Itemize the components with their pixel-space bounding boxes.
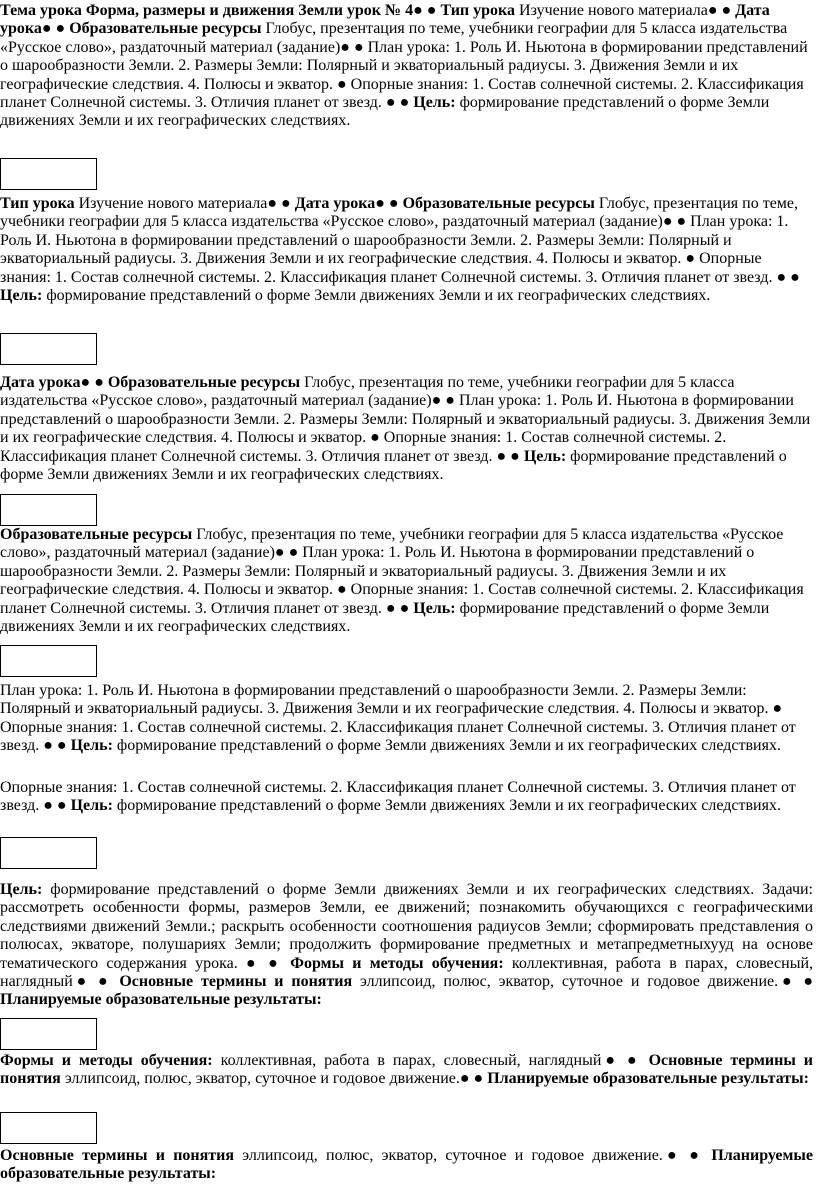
text-run: План урока: 1. Роль И. Ньютона в формировании представлений о шарообразности Земли. 2. Размеры Земли: Полярный и экваториальный радиусы. 3. Движения Земли и их географические следствия. 4. Полюсы и экватор. ● Опорные знания: 1. Состав солнечной системы. 2. Классификация планет Солнечной системы. 3. Отличия планет от звезд. ● ● (0, 682, 796, 755)
text-run: формирование представлений о форме Земли движениях Земли и их географических следствиях. (0, 599, 770, 636)
frame-box-4 (0, 645, 97, 677)
frame-box-3 (0, 494, 97, 526)
text-run: формирование представлений о форме Земли движениях Земли и их географических следствиях. (112, 737, 781, 755)
paragraph-8 (0, 1052, 813, 1089)
frame-box-7 (0, 1112, 97, 1144)
paragraph-7 (0, 881, 813, 1010)
text-run: коллективная, работа в парах, словесный, наглядный● ● (212, 1052, 649, 1069)
bold-run: Образовательные ресурсы (69, 20, 262, 38)
text-run: формирование представлений о форме Земли движениях Земли и их географических следствиях. Задачи: рассмотреть особенности формы, размеров Земли, ее движений; познакомить обучающихся с географическими следствиями движений Земли.; раскрыть особенности соотношения радиусов Земли; сформировать представления о полюсах, экваторе, полушариях Земли; продолжить формирование предметных и метапредметныхууд на основе тематического содержания урока. ● ● (0, 881, 813, 972)
text-run: коллективная, работа в парах, словесный, наглядный● ● (0, 954, 814, 991)
paragraph-5 (0, 682, 813, 756)
text-run: ● ● (413, 2, 441, 19)
text-run: эллипсоид, полюс, экватор, суточное и годовое движение.● ● (234, 1147, 712, 1164)
text-run: эллипсоид, полюс, экватор, суточное и годовое движение.● ● (352, 973, 813, 991)
bold-run: Планируемые образовательные результаты: (487, 1070, 809, 1088)
bold-run: Основные термины и понятия (0, 1147, 235, 1164)
text-run: Изучение нового материала● ● (74, 195, 295, 212)
bold-run: Образовательные ресурсы (402, 195, 595, 212)
bold-run: Цель: (413, 599, 456, 617)
bold-run: Формы и методы обучения: (290, 954, 504, 972)
bold-run: Цель: (0, 287, 43, 305)
text-run: Глобус, презентация по теме, учебники географии для 5 класса издательства «Русское слово», раздаточный материал (задание)● ● План урока: 1. Роль И. Ньютона в формировании представлений о шарообразности Земли. 2. Размеры Земли: Полярный и экваториальный радиусы. 3. Движения Земли и их географические следствия. 4. Полюсы и экватор. ● Опорные знания: 1. Состав солнечной системы. 2. Классификация планет Солнечной системы. 3. Отличия планет от звезд. ● ● (0, 20, 808, 112)
paragraph-6 (0, 779, 813, 816)
bold-run: Образовательные ресурсы (0, 526, 193, 543)
paragraph-4 (0, 526, 813, 636)
frame-box-2 (0, 333, 97, 365)
text-run: формирование представлений о форме Земли движениях Земли и их географических следствиях. (0, 94, 770, 130)
bold-run: Цель: (523, 447, 567, 465)
bold-run: Дата урока (294, 195, 376, 212)
text-run: формирование представлений о форме Земли движениях Земли и их географических следствиях. (0, 447, 787, 484)
bold-run: Цель: (413, 94, 456, 112)
text-run: ● ● (41, 20, 70, 38)
bold-run: Цель: (0, 881, 43, 898)
bold-run: Цель: (70, 797, 113, 815)
text-run: эллипсоид, полюс, экватор, суточное и годовое движение.● ● (60, 1070, 488, 1088)
text-run: Глобус, презентация по теме, учебники географии для 5 класса издательства «Русское слово», раздаточный материал (задание)● ● План урока: 1. Роль И. Ньютона в формировании представлений о шарообразности Земли. 2. Размеры Земли: Полярный и экваториальный радиусы. 3. Движения Земли и их географические следствия. 4. Полюсы и экватор. ● Опорные знания: 1. Состав солнечной системы. 2. Классификация планет Солнечной системы. 3. Отличия планет от звезд. ● ● (0, 526, 804, 617)
text-run: Глобус, презентация по теме, учебники географии для 5 класса издательства «Русское слово», раздаточный материал (задание)● ● План урока: 1. Роль И. Ньютона в формировании представлений о шарообразности Земли. 2. Размеры Земли: Полярный и экваториальный радиусы. 3. Движения Земли и их географические следствия. 4. Полюсы и экватор. ● Опорные знания: 1. Состав солнечной системы. 2. Классификация планет Солнечной системы. 3. Отличия планет от звезд. ● ● (0, 374, 811, 465)
bold-run: Тип урока (0, 195, 75, 212)
text-run: формирование представлений о форме Земли движениях Земли и их географических следствиях. (112, 797, 781, 815)
bold-run: Основные термины и понятия (119, 973, 353, 991)
frame-box-5 (0, 837, 97, 869)
bold-run: Основные термины и понятия (0, 1052, 814, 1088)
frame-box-1 (0, 158, 97, 190)
text-run: формирование представлений о форме Земли движениях Земли и их географических следствиях. (42, 287, 711, 305)
bold-run: Формы и методы обучения: (0, 1052, 213, 1069)
bold-run: Цель: (70, 737, 113, 755)
bold-run: Дата урока (0, 2, 770, 38)
bold-run: Дата урока (0, 374, 81, 391)
paragraph-2 (0, 195, 813, 305)
paragraph-1 (0, 2, 813, 131)
bold-run: Планируемые образовательные результаты: (0, 991, 322, 1009)
bold-run: Тип урока (440, 2, 516, 19)
bold-run: Образовательные ресурсы (107, 374, 301, 391)
text-run: ● ● (80, 374, 108, 391)
bold-run: Тема урока Форма, размеры и движения Земли урок № 4 (0, 2, 414, 19)
text-run: Глобус, презентация по теме, учебники географии для 5 класса издательства «Русское слово», раздаточный материал (задание)● ● План урока: 1. Роль И. Ньютона в формировании представлений о шарообразности Земли. 2. Размеры Земли: Полярный и экваториальный радиусы. 3. Движения Земли и их географические следствия. 4. Полюсы и экватор. ● Опорные знания: 1. Состав солнечной системы. 2. Классификация планет Солнечной системы. 3. Отличия планет от звезд. ● ● (0, 195, 800, 286)
text-run: ● ● (707, 2, 736, 19)
bold-run: Планируемые образовательные результаты: (0, 1147, 814, 1183)
paragraph-3 (0, 374, 813, 484)
text-run: ● ● (375, 195, 403, 212)
text-run: Опорные знания: 1. Состав солнечной системы. 2. Классификация планет Солнечной системы. 3. Отличия планет от звезд. ● ● (0, 779, 796, 815)
frame-box-6 (0, 1018, 97, 1050)
text-run: Изучение нового материала (515, 2, 708, 19)
paragraph-9 (0, 1147, 813, 1184)
